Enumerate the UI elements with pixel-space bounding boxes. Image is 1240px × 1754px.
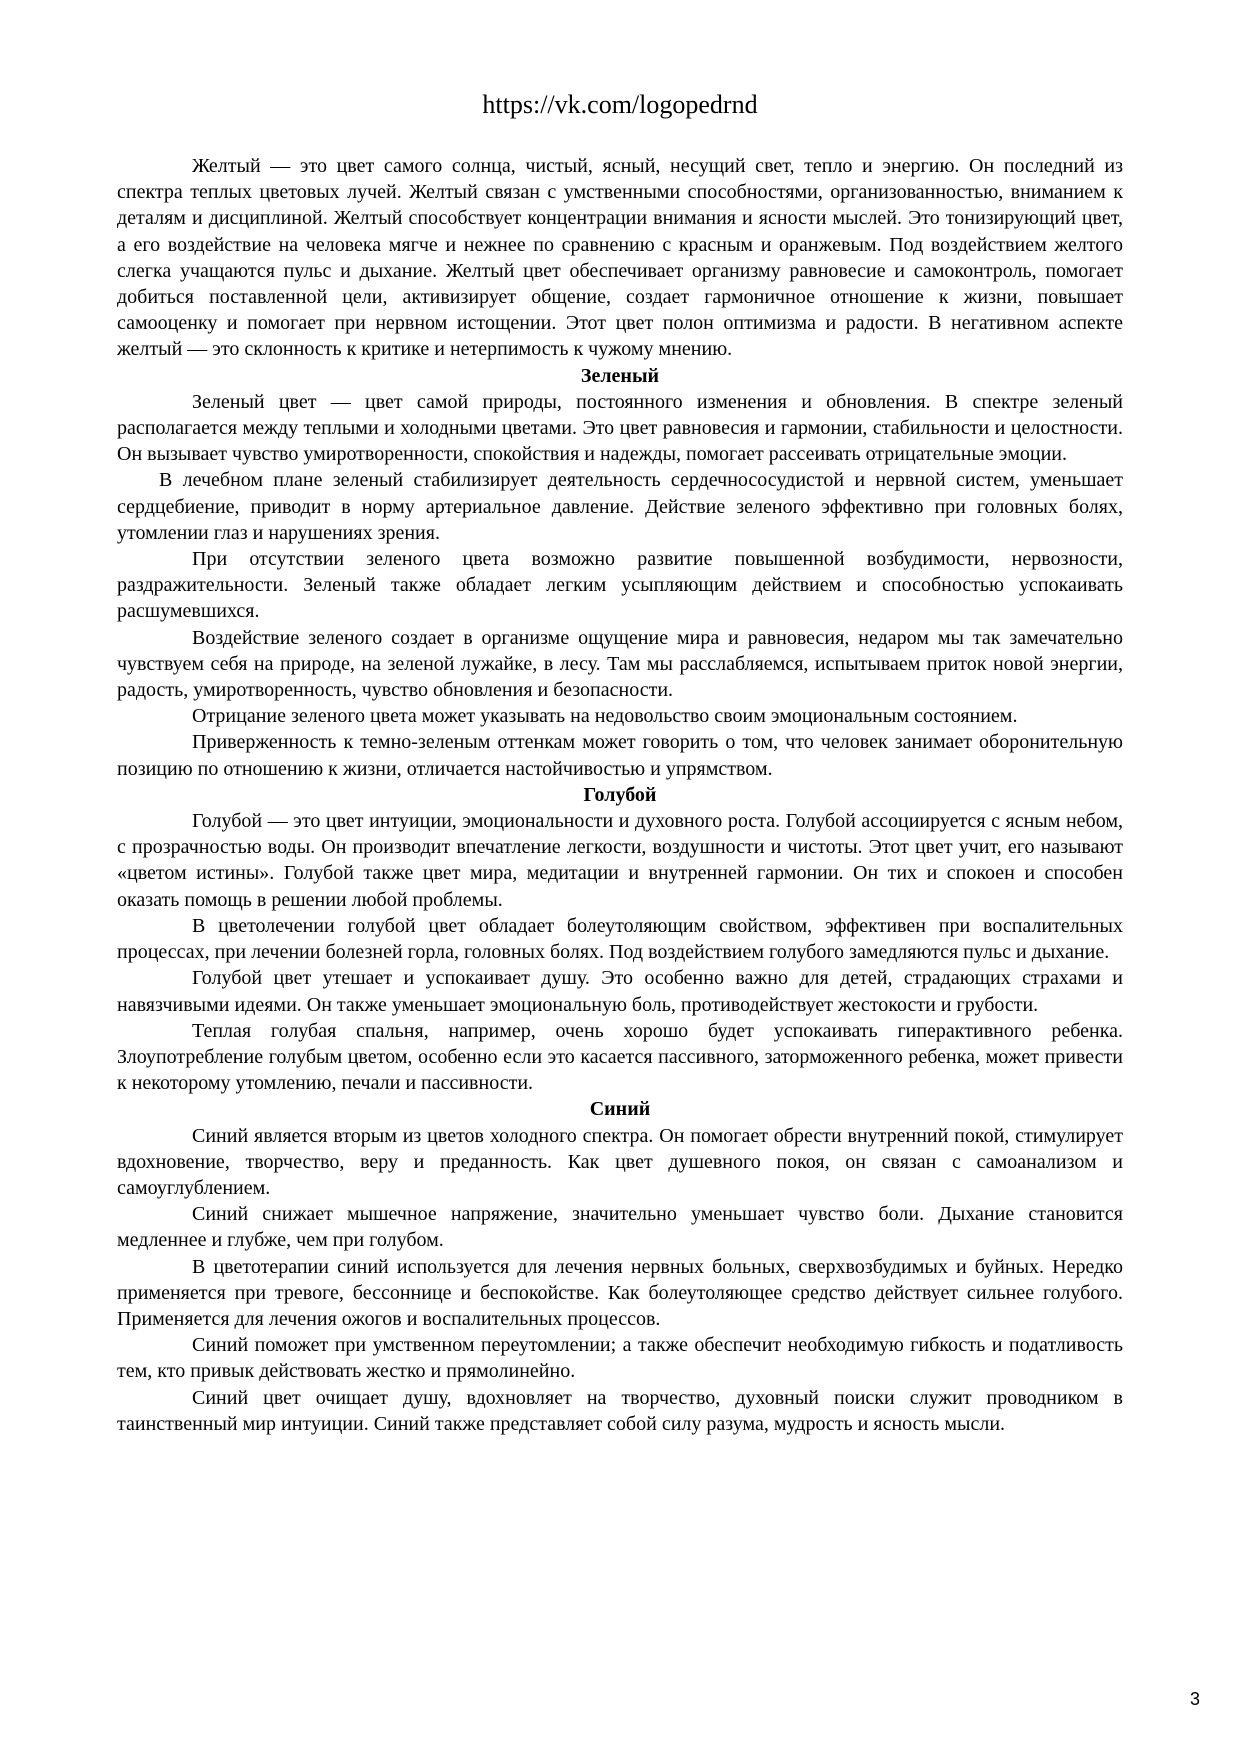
yellow-paragraph: Желтый — это цвет самого солнца, чистый, ясный, несущий свет, тепло и энергию. Он последний из спектра теплых цветовых лучей. Желтый связан с умственными способностями, организованностью, вниманием к деталям и дисциплиной. Желтый способствует концентрации внимания и ясности мыслей. Это тонизирующий цвет, а его воздействие на человека мягче и нежнее по сравнению с красным и оранжевым. Под воздействием желтого слегка учащаются пульс и дыхание. Желтый цвет обеспечивает организму равновесие и самоконтроль, помогает добиться поставленной цели, активизирует общение, создает гармоничное отношение к жизни, повышает самооценку и помогает при нервном истощении. Этот цвет полон оптимизма и радости. В негативном аспекте желтый — это склонность к критике и нетерпимость к чужому мнению. [117,155,1123,361]
lightblue-paragraph: Теплая голубая спальня, например, очень хорошо будет успокаивать гиперактивного ребенка. Злоупотребление голубым цветом, особенно если это касается пассивного, заторможенного ребенка, может привести к некоторому утомлению, печали и пассивности. [117,1019,1123,1095]
blue-paragraph: Синий снижает мышечное напряжение, значительно уменьшает чувство боли. Дыхание становится медленнее и глубже, чем при голубом. [117,1203,1123,1252]
green-paragraph: Зеленый цвет — цвет самой природы, постоянного изменения и обновления. В спектре зеленый располагается между теплыми и холодными цветами. Это цвет равновесия и гармонии, стабильности и целостности. Он вызывает чувство умиротворенности, спокойствия и надежды, помогает рассеивать отрицательные эмоции. [117,390,1123,466]
blue-paragraph: Синий цвет очищает душу, вдохновляет на творчество, духовный поиски служит проводником в таинственный мир интуиции. Синий также представляет собой силу разума, мудрость и ясность мысли. [117,1386,1123,1435]
green-paragraph: При отсутствии зеленого цвета возможно развитие повышенной возбудимости, нервозности, раздражительности. Зеленый также обладает легким усыпляющим действием и способностью успокаивать расшумевшихся. [117,548,1123,623]
section-heading-blue: Синий [589,1098,651,1121]
lightblue-paragraph: Голубой — это цвет интуиции, эмоциональности и духовного роста. Голубой ассоциируется с ясным небом, с прозрачностью воды. Он производит впечатление легкости, воздушности и чистоты. Этот цвет учит, его называют «цветом истины». Голубой также цвет мира, медитации и внутренней гармонии. Он тих и спокоен и способен оказать помощь в решении любой проблемы. [117,810,1123,911]
blue-paragraph: В цветотерапии синий используется для лечения нервных больных, сверхвозбудимых и буйных. Нередко применяется при тревоге, бессоннице и беспокойстве. Как болеутоляющее средство действует сильнее голубого. Применяется для лечения ожогов и воспалительных процессов. [117,1255,1123,1330]
section-heading-lightblue: Голубой [583,783,657,806]
header-url[interactable]: https://vk.com/logopedrnd [482,90,758,119]
lightblue-paragraph: В цветолечении голубой цвет обладает болеутоляющим свойством, эффективен при воспалительных процессах, при лечении болезней горла, головных болях. Под воздействием голубого замедляются пульс и дыхание. [117,914,1123,964]
page-number: 3 [1189,1689,1200,1709]
blue-paragraph: Синий является вторым из цветов холодного спектра. Он помогает обрести внутренний покой, стимулирует вдохновение, творчество, веру и преданность. Как цвет душевного покоя, он связан с самоанализом и самоуглублением. [117,1124,1123,1199]
green-paragraph: Приверженность к темно-зеленым оттенкам может говорить о том, что человек занимает оборонительную позицию по отношению к жизни, отличается настойчивостью и упрямством. [117,731,1123,780]
green-paragraph: Отрицание зеленого цвета может указывать на недовольство своим эмоциональным состоянием. [192,705,1018,728]
lightblue-paragraph: Голубой цвет утешает и успокаивает душу. Это особенно важно для детей, страдающих страхами и навязчивыми идеями. Он также уменьшает эмоциональную боль, противодействует жестокости и грубости. [117,967,1123,1016]
blue-paragraph: Синий поможет при умственном переутомлении; а также обеспечит необходимую гибкость и податливость тем, кто привык действовать жестко и прямолинейно. [117,1334,1123,1383]
green-paragraph: В лечебном плане зеленый стабилизирует деятельность сердечнососудистой и нервной систем, уменьшает сердцебиение, приводит в норму артериальное давление. Действие зеленого эффективно при головных болях, утомлении глаз и нарушениях зрения. [117,469,1123,544]
document-body [117,153,1123,1437]
section-heading-green: Зеленый [580,364,660,387]
green-paragraph: Воздействие зеленого создает в организме ощущение мира и равновесия, недаром мы так замечательно чувствуем себя на природе, на зеленой лужайке, в лесу. Там мы расслабляемся, испытываем приток новой энергии, радость, умиротворенность, чувство обновления и безопасности. [117,626,1123,702]
